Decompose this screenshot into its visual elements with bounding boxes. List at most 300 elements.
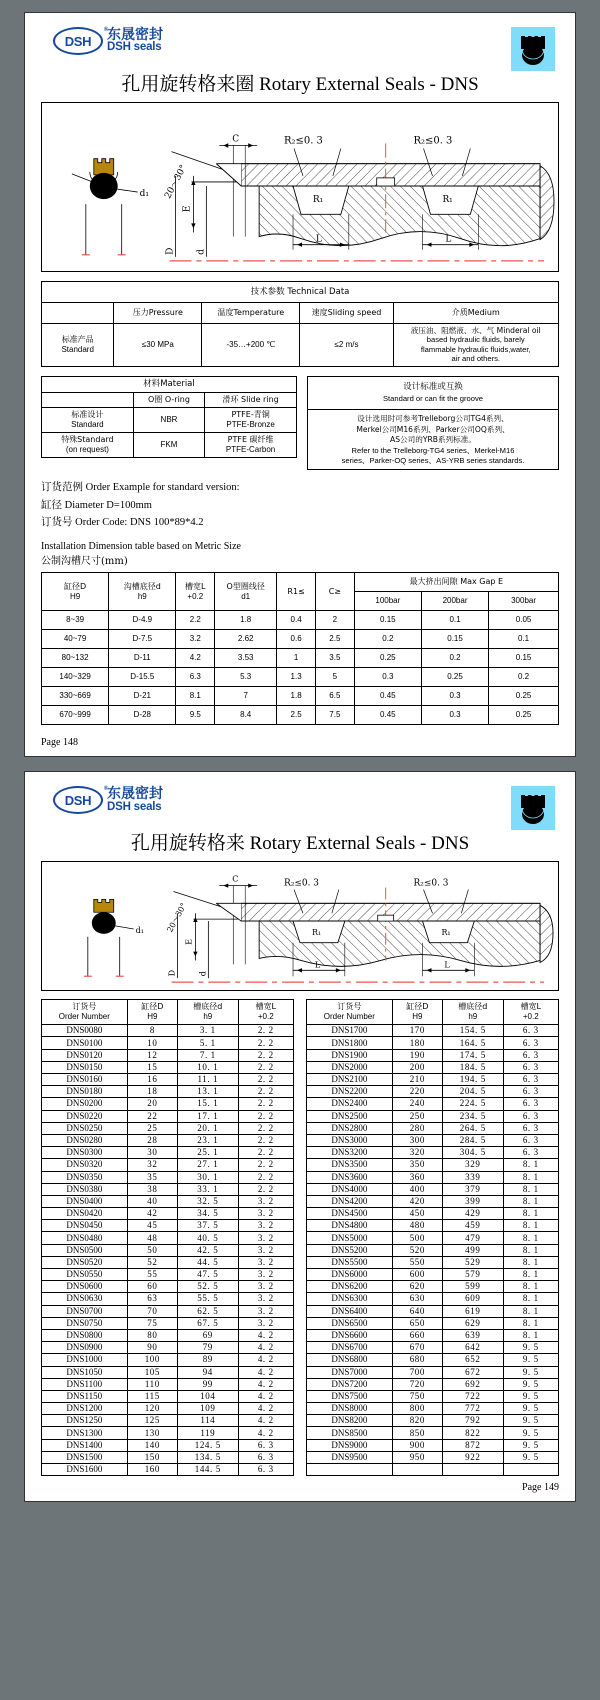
table-row xyxy=(307,1086,559,1098)
table-row xyxy=(42,687,559,706)
table-cell: 3. 2 xyxy=(238,1220,293,1232)
col-head-blank xyxy=(42,303,114,324)
brand-logo-text xyxy=(107,787,163,813)
medium-line-1: 液压油、阻燃液、水、气 Minderal oil xyxy=(410,326,541,335)
table-cell: 18 xyxy=(127,1086,177,1098)
table-row xyxy=(42,1281,294,1293)
table-cell: 650 xyxy=(392,1317,442,1329)
table-row xyxy=(42,1159,294,1171)
order-example-line-1 xyxy=(41,479,559,496)
table-cell: 872 xyxy=(443,1439,503,1451)
table-cell: 2. 2 xyxy=(238,1025,293,1037)
table-cell: 40 xyxy=(127,1195,177,1207)
table-row xyxy=(307,1464,559,1476)
order-table-body xyxy=(307,1025,559,1476)
table-row xyxy=(307,1195,559,1207)
table-cell: 11. 1 xyxy=(178,1074,238,1086)
material-row-label-special xyxy=(42,432,134,457)
table-cell: 184. 5 xyxy=(443,1061,503,1073)
table-cell: DNS0750 xyxy=(42,1317,128,1329)
table-cell: 3. 2 xyxy=(238,1305,293,1317)
table-cell: 0.1 xyxy=(421,611,488,630)
table-cell: 264. 5 xyxy=(443,1122,503,1134)
table-row xyxy=(42,1061,294,1073)
order-example-block xyxy=(41,479,559,531)
table-row xyxy=(307,1159,559,1171)
brand-logo xyxy=(53,786,163,814)
col-head-cn: 缸径D xyxy=(141,1002,164,1012)
table-cell: 48 xyxy=(127,1232,177,1244)
material-label-en: Standard xyxy=(71,419,104,429)
table-cell: 3. 2 xyxy=(238,1232,293,1244)
table-row xyxy=(42,1464,294,1476)
dim-head-bore-sub: H9 xyxy=(69,591,81,601)
table-cell: DNS3000 xyxy=(307,1134,393,1146)
table-row xyxy=(42,1074,294,1086)
table-cell: 2. 2 xyxy=(238,1183,293,1195)
table-cell: DNS0160 xyxy=(42,1074,128,1086)
design-standard-line-2: Merkel公司M16系列、Parker公司OQ系列、 xyxy=(356,424,510,434)
table-cell: 6. 3 xyxy=(503,1086,558,1098)
table-cell: 20 xyxy=(127,1098,177,1110)
table-cell: DNS1700 xyxy=(307,1025,393,1037)
table-cell: 38 xyxy=(127,1183,177,1195)
svg-text:E: E xyxy=(184,939,194,945)
table-row xyxy=(307,1342,559,1354)
table-cell: 9. 5 xyxy=(503,1439,558,1451)
table-cell: 99 xyxy=(178,1378,238,1390)
design-standard-line-4: Refer to the Trelleborg-TG4 series、Merkel-M16 xyxy=(351,445,515,455)
cell-medium xyxy=(393,324,558,367)
table-cell: DNS0500 xyxy=(42,1244,128,1256)
table-cell: 4. 2 xyxy=(238,1403,293,1415)
diagram-svg xyxy=(42,103,558,271)
standard-label-cn: 标准产品 xyxy=(61,334,94,344)
table-cell: DNS1200 xyxy=(42,1403,128,1415)
table-cell: 8. 1 xyxy=(503,1281,558,1293)
design-standard-header xyxy=(308,377,558,410)
table-cell: DNS1250 xyxy=(42,1415,128,1427)
table-cell: DNS2000 xyxy=(307,1061,393,1073)
table-row xyxy=(42,303,559,324)
dim-head-r1: R1≤ xyxy=(277,573,316,611)
table-cell: 8. 1 xyxy=(503,1269,558,1281)
technical-data-table xyxy=(41,281,559,367)
material-slide-standard xyxy=(205,407,297,432)
material-standard-row xyxy=(41,376,559,471)
table-cell: 80 xyxy=(127,1329,177,1341)
medium-line-3: flammable hydraulic fluids,water, xyxy=(420,344,531,354)
table-cell: 9. 5 xyxy=(503,1342,558,1354)
table-row xyxy=(42,1427,294,1439)
material-label-cn: 特殊Standard xyxy=(61,434,114,444)
table-cell: 37. 5 xyxy=(178,1220,238,1232)
table-cell: 1.3 xyxy=(277,668,316,687)
table-cell: DNS2100 xyxy=(307,1074,393,1086)
table-row xyxy=(42,1025,294,1037)
table-cell: 850 xyxy=(392,1427,442,1439)
col-head-medium: 介质Medium xyxy=(393,303,558,324)
slide-en: PTFE-Bronze xyxy=(226,419,275,429)
table-cell: 672 xyxy=(443,1366,503,1378)
page-title-cn: 孔用旋转格来圈 xyxy=(121,73,255,95)
dsh-logo-icon xyxy=(53,786,108,814)
table-cell: 450 xyxy=(392,1208,442,1220)
table-cell: 10 xyxy=(127,1037,177,1049)
groove-cross-section-diagram xyxy=(41,861,559,991)
table-cell: 379 xyxy=(443,1183,503,1195)
table-cell: 13. 1 xyxy=(178,1086,238,1098)
table-cell: 6. 3 xyxy=(238,1451,293,1463)
svg-text:C: C xyxy=(232,134,240,145)
table-cell: 35 xyxy=(127,1171,177,1183)
table-cell: 599 xyxy=(443,1281,503,1293)
table-cell: 5 xyxy=(315,668,354,687)
dim-head-gap100: 100bar xyxy=(354,592,421,611)
design-standard-wrap xyxy=(307,376,559,471)
table-row xyxy=(42,573,559,592)
table-cell: DNS0420 xyxy=(42,1208,128,1220)
table-row xyxy=(42,1293,294,1305)
table-row xyxy=(307,1366,559,1378)
table-cell: 500 xyxy=(392,1232,442,1244)
table-row xyxy=(42,1049,294,1061)
table-cell: 8. 1 xyxy=(503,1208,558,1220)
svg-text:D: D xyxy=(165,247,176,255)
table-row xyxy=(42,1378,294,1390)
table-cell: 3. 2 xyxy=(238,1269,293,1281)
table-cell: 4. 2 xyxy=(238,1378,293,1390)
table-cell: 44. 5 xyxy=(178,1256,238,1268)
order-example-line3-cn: 订货号 xyxy=(41,516,73,528)
table-cell: 164. 5 xyxy=(443,1037,503,1049)
table-cell: 3. 2 xyxy=(238,1317,293,1329)
order-number-tables xyxy=(41,999,559,1476)
table-cell: 2. 2 xyxy=(238,1159,293,1171)
table-cell: 400 xyxy=(392,1183,442,1195)
table-cell: 15 xyxy=(127,1061,177,1073)
table-row xyxy=(307,1122,559,1134)
col-head-sub: H9 xyxy=(147,1012,158,1022)
table-row xyxy=(42,376,297,392)
table-cell: DNS5000 xyxy=(307,1232,393,1244)
table-cell: 8. 1 xyxy=(503,1220,558,1232)
svg-text:E: E xyxy=(182,205,193,213)
table-cell: 8. 1 xyxy=(503,1159,558,1171)
table-cell: 1.8 xyxy=(215,611,277,630)
table-cell: 3.53 xyxy=(215,649,277,668)
table-row xyxy=(42,1451,294,1463)
table-cell: 6. 3 xyxy=(503,1037,558,1049)
table-cell: 7 xyxy=(215,687,277,706)
table-cell: DNS8500 xyxy=(307,1427,393,1439)
order-number-table-left xyxy=(41,999,294,1476)
cell-pressure: ≤30 MPa xyxy=(114,324,202,367)
table-cell: 9. 5 xyxy=(503,1415,558,1427)
standard-label-en: Standard xyxy=(61,344,94,354)
table-cell: 3. 2 xyxy=(238,1293,293,1305)
table-cell: 8. 1 xyxy=(503,1195,558,1207)
table-cell: DNS0520 xyxy=(42,1256,128,1268)
table-cell: 28 xyxy=(127,1134,177,1146)
col-head-sub: h9 xyxy=(203,1012,213,1022)
table-row xyxy=(307,1074,559,1086)
col-head-speed: 速度Sliding speed xyxy=(300,303,393,324)
cell-temperature: -35…+200 ℃ xyxy=(202,324,300,367)
material-title: 材料Material xyxy=(42,376,297,392)
table-cell: DNS6800 xyxy=(307,1354,393,1366)
table-row xyxy=(42,1342,294,1354)
table-cell: 0.2 xyxy=(489,668,559,687)
order-number-table-right-wrap xyxy=(306,999,559,1476)
col-head-order-number xyxy=(307,1000,393,1025)
table-row xyxy=(42,282,559,303)
col-head-cn: 槽底径d xyxy=(458,1002,488,1012)
table-cell: D-28 xyxy=(109,706,176,725)
table-cell: DNS3500 xyxy=(307,1159,393,1171)
table-row xyxy=(42,1134,294,1146)
table-cell: 0.15 xyxy=(489,649,559,668)
table-cell: 2.2 xyxy=(176,611,215,630)
table-cell: 100 xyxy=(127,1354,177,1366)
col-head-cn: 槽底径d xyxy=(193,1002,223,1012)
table-cell: 40~79 xyxy=(42,630,109,649)
table-cell: 9.5 xyxy=(176,706,215,725)
table-cell: DNS8000 xyxy=(307,1403,393,1415)
table-cell: DNS0320 xyxy=(42,1159,128,1171)
table-cell: 32. 5 xyxy=(178,1195,238,1207)
table-cell: 9. 5 xyxy=(503,1427,558,1439)
table-row xyxy=(307,1329,559,1341)
table-cell: 9. 5 xyxy=(503,1354,558,1366)
table-row xyxy=(42,611,559,630)
col-head-cn: 缸径D xyxy=(406,1002,429,1012)
registered-icon: ® xyxy=(103,27,108,33)
page-header xyxy=(41,782,559,826)
table-cell: 6. 3 xyxy=(503,1122,558,1134)
installation-note-cn: 公制沟槽尺寸(mm) xyxy=(41,556,128,568)
slide-cn: PTFE 碳纤维 xyxy=(227,434,274,444)
dim-head-bore-cn: 缸径D xyxy=(64,581,87,591)
col-head-cn: 槽宽L xyxy=(255,1002,276,1012)
table-cell: 55. 5 xyxy=(178,1293,238,1305)
table-cell: 0.3 xyxy=(421,687,488,706)
design-standard-title-en: Standard or can fit the groove xyxy=(382,393,484,403)
table-cell: 62. 5 xyxy=(178,1305,238,1317)
table-cell: 2. 2 xyxy=(238,1171,293,1183)
table-cell: 629 xyxy=(443,1317,503,1329)
table-cell: DNS0350 xyxy=(42,1171,128,1183)
table-cell: 0.2 xyxy=(421,649,488,668)
dim-head-width xyxy=(176,573,215,611)
table-cell: 350 xyxy=(392,1159,442,1171)
order-example-line3-en: Order Code: DNS 100*89*4.2 xyxy=(75,517,204,528)
svg-text:L: L xyxy=(314,960,321,970)
table-cell: 499 xyxy=(443,1244,503,1256)
table-cell: 620 xyxy=(392,1281,442,1293)
table-cell: DNS1000 xyxy=(42,1354,128,1366)
table-cell: 8. 1 xyxy=(503,1305,558,1317)
svg-text:d₁: d₁ xyxy=(135,926,144,936)
table-row xyxy=(307,1000,559,1025)
table-cell: 25 xyxy=(127,1122,177,1134)
table-cell: 6. 3 xyxy=(503,1110,558,1122)
table-cell: 9. 5 xyxy=(503,1390,558,1402)
registered-icon: ® xyxy=(103,786,108,793)
table-cell: 160 xyxy=(127,1464,177,1476)
table-cell: DNS6600 xyxy=(307,1329,393,1341)
table-cell: 670~999 xyxy=(42,706,109,725)
svg-text:R₂≤0. 3: R₂≤0. 3 xyxy=(284,878,319,889)
table-cell: 820 xyxy=(392,1415,442,1427)
table-cell: 2. 2 xyxy=(238,1049,293,1061)
table-cell: 329 xyxy=(443,1159,503,1171)
page-148 xyxy=(24,12,576,757)
table-cell: DNS2500 xyxy=(307,1110,393,1122)
slide-cn: PTFE-青铜 xyxy=(231,409,270,419)
col-head-temperature: 温度Temperature xyxy=(202,303,300,324)
table-cell: 250 xyxy=(392,1110,442,1122)
table-cell: 579 xyxy=(443,1269,503,1281)
col-head-sub: Order Number xyxy=(58,1012,110,1022)
table-cell: 0.25 xyxy=(489,706,559,725)
table-cell: DNS0120 xyxy=(42,1049,128,1061)
table-row xyxy=(42,1305,294,1317)
table-row xyxy=(307,1183,559,1195)
svg-text:R₁: R₁ xyxy=(441,928,451,938)
table-cell: 284. 5 xyxy=(443,1134,503,1146)
brand-name-cn: 东晟密封 xyxy=(107,27,163,43)
table-cell: DNS0150 xyxy=(42,1061,128,1073)
table-cell: 922 xyxy=(443,1451,503,1463)
order-table-body xyxy=(42,1025,294,1476)
table-cell: 280 xyxy=(392,1122,442,1134)
dim-head-groove xyxy=(109,573,176,611)
table-cell: 47. 5 xyxy=(178,1269,238,1281)
table-cell: 692 xyxy=(443,1378,503,1390)
col-head-sub: +0.2 xyxy=(522,1012,539,1022)
table-cell: 900 xyxy=(392,1439,442,1451)
table-cell: 30. 1 xyxy=(178,1171,238,1183)
dim-head-oring-sub: d1 xyxy=(241,591,251,601)
table-cell: D-7.5 xyxy=(109,630,176,649)
table-cell: 140~329 xyxy=(42,668,109,687)
table-cell: DNS0080 xyxy=(42,1025,128,1037)
dim-head-groove-sub: h9 xyxy=(137,591,147,601)
table-cell: 3.2 xyxy=(176,630,215,649)
table-cell: 9. 5 xyxy=(503,1366,558,1378)
table-cell: 8.1 xyxy=(176,687,215,706)
table-cell: 750 xyxy=(392,1390,442,1402)
table-row xyxy=(42,1269,294,1281)
table-row xyxy=(42,630,559,649)
table-cell: DNS0100 xyxy=(42,1037,128,1049)
table-cell: 224. 5 xyxy=(443,1098,503,1110)
table-cell: 4. 2 xyxy=(238,1415,293,1427)
seal-profile-detail xyxy=(84,900,144,977)
table-row xyxy=(42,1244,294,1256)
table-cell: 2. 2 xyxy=(238,1110,293,1122)
table-cell: 3. 2 xyxy=(238,1195,293,1207)
table-cell: 429 xyxy=(443,1208,503,1220)
table-cell: 529 xyxy=(443,1256,503,1268)
table-cell: 640 xyxy=(392,1305,442,1317)
table-cell: DNS0800 xyxy=(42,1329,128,1341)
table-row xyxy=(307,1451,559,1463)
svg-text:d: d xyxy=(196,248,207,255)
table-cell: 4. 2 xyxy=(238,1354,293,1366)
table-row xyxy=(42,1086,294,1098)
table-cell: 0.1 xyxy=(489,630,559,649)
svg-text:L: L xyxy=(445,234,452,245)
svg-text:R₂≤0. 3: R₂≤0. 3 xyxy=(413,878,449,889)
table-cell: 0.3 xyxy=(421,706,488,725)
table-cell: 105 xyxy=(127,1366,177,1378)
col-head-pressure: 压力Pressure xyxy=(114,303,202,324)
table-cell: 23. 1 xyxy=(178,1134,238,1146)
order-example-line1-cn: 订货范例 xyxy=(41,481,83,494)
table-cell: 642 xyxy=(443,1342,503,1354)
table-cell: 4. 2 xyxy=(238,1366,293,1378)
table-cell: 700 xyxy=(392,1366,442,1378)
table-row xyxy=(42,1403,294,1415)
table-cell: 8. 1 xyxy=(503,1232,558,1244)
dim-head-groove-cn: 沟槽底径d xyxy=(123,581,161,591)
table-cell: 772 xyxy=(443,1403,503,1415)
order-example-line-3 xyxy=(41,514,559,531)
table-row xyxy=(307,1415,559,1427)
table-cell: DNS0220 xyxy=(42,1110,128,1122)
table-cell: DNS0200 xyxy=(42,1098,128,1110)
table-cell: DNS7200 xyxy=(307,1378,393,1390)
dimension-table xyxy=(41,572,559,725)
table-cell: DNS9000 xyxy=(307,1439,393,1451)
table-cell: 0.25 xyxy=(489,687,559,706)
table-cell: DNS6500 xyxy=(307,1317,393,1329)
table-cell: DNS0400 xyxy=(42,1195,128,1207)
table-cell: DNS6400 xyxy=(307,1305,393,1317)
table-row xyxy=(42,649,559,668)
table-cell: 4. 2 xyxy=(238,1390,293,1402)
table-cell: 9. 5 xyxy=(503,1451,558,1463)
seal-badge xyxy=(511,27,555,71)
design-standard-line-3: AS公司的YRB系列标准。 xyxy=(390,435,476,445)
table-cell: DNS6000 xyxy=(307,1269,393,1281)
table-cell: 9. 5 xyxy=(503,1378,558,1390)
groove-cross-section-diagram xyxy=(41,102,559,272)
cell-speed: ≤2 m/s xyxy=(300,324,393,367)
table-cell: 70 xyxy=(127,1305,177,1317)
table-row xyxy=(42,1220,294,1232)
table-cell: 234. 5 xyxy=(443,1110,503,1122)
table-row xyxy=(42,1415,294,1427)
table-cell: 5. 1 xyxy=(178,1037,238,1049)
table-cell: 140 xyxy=(127,1439,177,1451)
installation-note-en: Installation Dimension table based on Metric Size xyxy=(41,541,241,553)
table-cell: 42. 5 xyxy=(178,1244,238,1256)
table-row xyxy=(42,1037,294,1049)
table-cell: 520 xyxy=(392,1244,442,1256)
table-cell: 55 xyxy=(127,1269,177,1281)
material-table-wrap xyxy=(41,376,297,471)
col-head-width xyxy=(238,1000,293,1025)
brand-name-en: DSH seals xyxy=(107,41,162,54)
table-cell: 130 xyxy=(127,1427,177,1439)
table-cell: 40. 5 xyxy=(178,1232,238,1244)
table-cell: 0.05 xyxy=(489,611,559,630)
table-row xyxy=(42,1317,294,1329)
table-cell: 16 xyxy=(127,1074,177,1086)
